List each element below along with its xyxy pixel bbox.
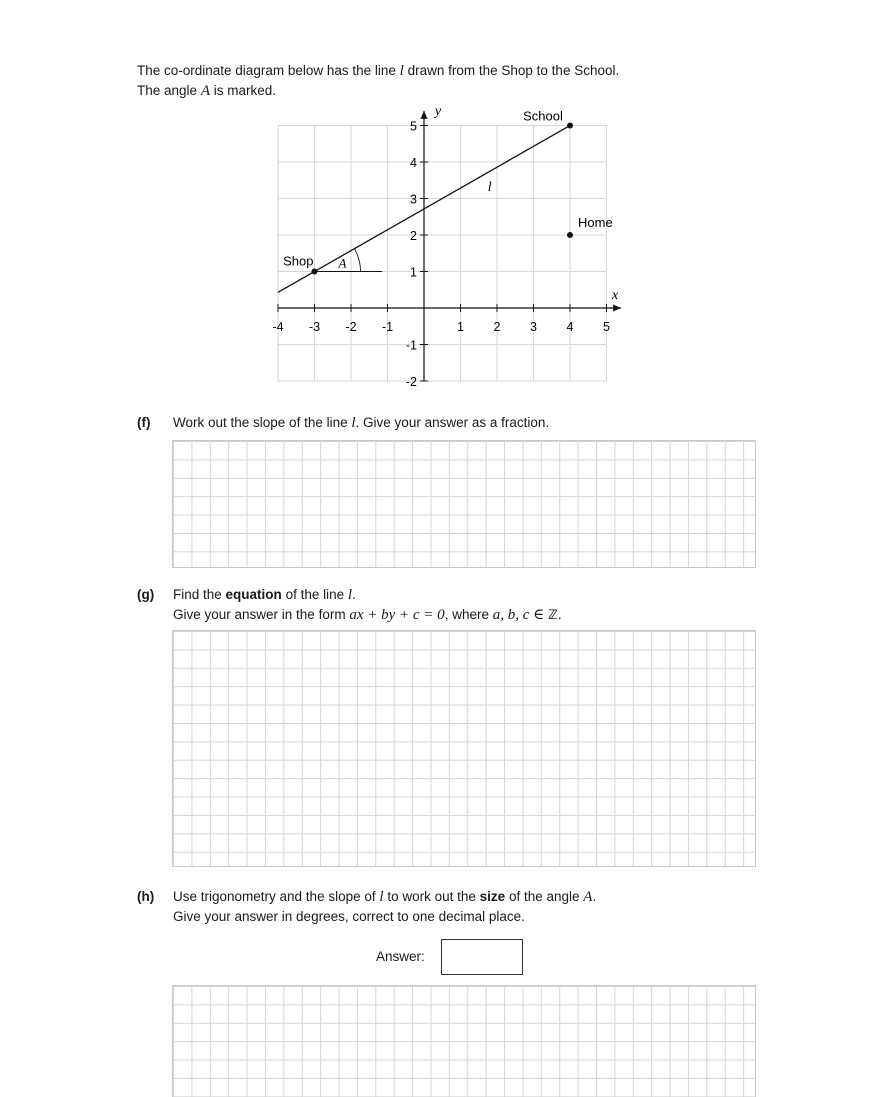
x-tick-label: 1: [457, 320, 464, 334]
x-tick-label: -2: [345, 320, 357, 334]
angle-a-label: A: [338, 255, 347, 271]
y-tick-label: 5: [410, 119, 417, 134]
y-tick-label: -1: [405, 338, 417, 353]
x-axis-label: x: [611, 288, 619, 303]
question-g-vars: a, b, c: [492, 607, 530, 623]
question-g-integer-set: ℤ: [548, 608, 558, 623]
y-axis-label: y: [434, 104, 442, 119]
x-tick-labels: [272, 320, 610, 334]
question-h-bold-size: size: [479, 889, 506, 904]
x-axis-arrow-icon: [613, 305, 621, 312]
line-symbol: l: [399, 63, 404, 79]
diagram-tick-marks: [278, 126, 607, 382]
question-g-line-1-end: .: [352, 587, 356, 602]
question-g-form: ax + by + c = 0: [349, 607, 445, 623]
x-tick-label: -3: [308, 320, 321, 334]
question-h-line-1-c: of the angle: [508, 889, 580, 904]
y-tick-label: -2: [405, 375, 417, 389]
question-f-number: (f): [137, 415, 151, 430]
school-label: School: [523, 108, 563, 124]
intro-line-1: [137, 61, 619, 81]
coordinate-diagram: [268, 104, 628, 394]
y-tick-label: 1: [410, 265, 417, 280]
school-point: [567, 123, 573, 129]
shop-point: [312, 269, 318, 275]
question-f-text-b: . Give your answer as a fraction.: [355, 415, 550, 430]
intro-line-2: [137, 81, 619, 101]
shop-label: Shop: [283, 253, 314, 269]
question-f-line-symbol: l: [351, 415, 356, 431]
y-tick-label: 4: [410, 156, 417, 170]
angle-arc: [354, 249, 360, 272]
x-tick-label: -4: [272, 320, 284, 334]
question-g-element-of: ∈: [533, 607, 545, 623]
home-label: Home: [578, 215, 613, 230]
question-h-line-1-a: Use trigonometry and the slope of: [173, 889, 376, 904]
x-tick-label: 3: [530, 320, 537, 334]
question-g-bold-equation: equation: [225, 587, 282, 602]
question-h-line-1-b: to work out the: [387, 889, 476, 904]
question-f-text-a: Work out the slope of the line: [173, 415, 348, 430]
question-h-line-symbol: l: [379, 889, 384, 905]
y-axis-arrow-icon: [421, 111, 428, 119]
question-g-line-1-b: of the line: [285, 587, 345, 602]
question-h-line-2: Give your answer in degrees, correct to one decimal place.: [173, 909, 525, 924]
question-g-text: [173, 585, 562, 625]
intro-line-1-text: The co-ordinate diagram below has the line: [137, 63, 396, 78]
question-f-text: [173, 413, 549, 433]
question-g-line-1: [173, 585, 562, 605]
question-h-line-1-end: .: [592, 889, 597, 904]
question-g-line-2-end: .: [557, 607, 562, 622]
question-f: [137, 413, 777, 433]
intro-line-2-text: The angle: [137, 83, 198, 98]
intro-line-1-end: drawn from the Shop to the School.: [407, 63, 620, 78]
x-tick-label: 4: [566, 320, 574, 334]
answer-label: Answer:: [376, 949, 425, 964]
question-g-working-grid[interactable]: [172, 630, 756, 867]
question-h-working-grid[interactable]: [172, 985, 756, 1097]
x-tick-label: 5: [603, 320, 610, 334]
question-g-line-2-b: , where: [444, 607, 489, 622]
question-g-line-symbol: l: [347, 587, 353, 603]
question-g: [137, 585, 777, 625]
intro-text: [137, 61, 619, 101]
diagram-grid: [278, 126, 607, 382]
question-f-working-grid[interactable]: [172, 440, 756, 568]
question-h-text: [173, 887, 596, 926]
question-h-angle-symbol: A: [583, 889, 593, 905]
x-tick-label: -1: [381, 320, 394, 334]
question-g-number: (g): [137, 587, 155, 602]
y-tick-labels: [406, 120, 417, 390]
question-h-line-1: [173, 887, 596, 907]
y-tick-label: 2: [410, 229, 417, 243]
home-point: [567, 232, 573, 238]
x-tick-label: 2: [493, 320, 501, 334]
answer-input-box[interactable]: [441, 939, 523, 975]
question-h-number: (h): [137, 889, 155, 904]
line-l-label: l: [487, 180, 492, 196]
y-tick-label: 3: [410, 192, 417, 207]
question-g-line-2-a: Give your answer in the form: [173, 607, 346, 622]
intro-line-2-end: is marked.: [213, 83, 277, 98]
question-h: [137, 887, 777, 927]
angle-symbol: A: [200, 83, 210, 99]
question-g-line-2: [173, 605, 562, 625]
question-g-line-1-a: Find the: [173, 587, 222, 602]
